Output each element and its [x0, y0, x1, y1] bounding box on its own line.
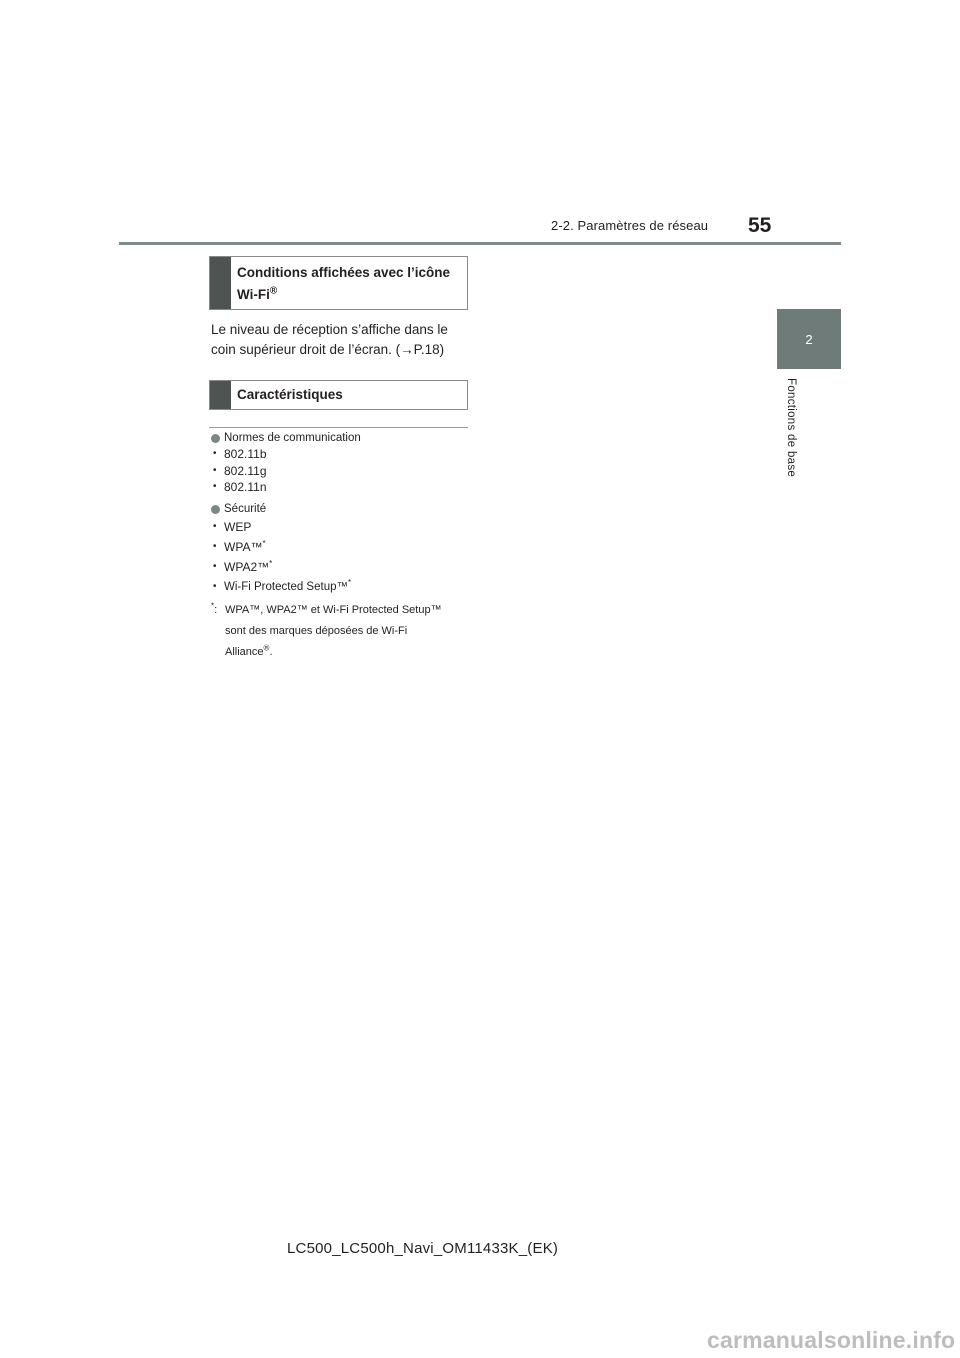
- list-item-text: Wi-Fi Protected Setup™: [224, 581, 348, 593]
- footnote-star: *: [211, 601, 215, 611]
- section-title: 2-2. Paramètres de réseau: [551, 218, 709, 233]
- list-item: [213, 538, 351, 558]
- heading-bar: [210, 381, 231, 409]
- list-item: • 802.11n: [213, 479, 267, 496]
- page-number: 55: [748, 214, 772, 237]
- bullet-circle-icon: [211, 505, 220, 514]
- footnote-star: *: [262, 539, 266, 548]
- section-divider: [209, 427, 468, 428]
- list-item-text: WPA™: [224, 540, 263, 554]
- group-security: [211, 503, 266, 515]
- list-item-text: WPA2™: [224, 560, 270, 574]
- trademark-footnote: [211, 600, 473, 663]
- footnote-marker: [211, 600, 217, 621]
- footnote-star: *: [347, 578, 352, 588]
- heading-characteristics: [209, 380, 468, 410]
- heading-text: [237, 262, 450, 306]
- chapter-label: Fonctions de base: [785, 378, 797, 478]
- list-item: [213, 578, 351, 598]
- list-item: • 802.11b: [213, 446, 267, 463]
- heading-line-2: [237, 284, 450, 306]
- header-divider: [119, 242, 841, 245]
- document-id: LC500_LC500h_Navi_OM11433K_(EK): [287, 1240, 559, 1257]
- footnote-line-2: sont des marques déposées de Wi-Fi: [225, 625, 408, 637]
- chapter-tab[interactable]: [777, 309, 841, 369]
- heading-line-2-text: Wi-Fi: [237, 287, 270, 302]
- registered-mark: ®: [263, 643, 270, 653]
- footnote-body: [211, 600, 473, 663]
- heading-bar: [210, 257, 231, 309]
- security-list: [213, 518, 351, 598]
- footnote-star: *: [269, 559, 273, 568]
- footnote-period: .: [269, 646, 273, 658]
- registered-mark: ®: [269, 285, 278, 297]
- footnote-line-3-text: Alliance: [225, 646, 264, 658]
- group-title: Normes de communication: [224, 432, 361, 444]
- group-communication-standards: [211, 432, 361, 444]
- footnote-line-1: WPA™, WPA2™ et Wi-Fi Protected Setup™: [225, 604, 442, 616]
- list-item: • 802.11g: [213, 463, 267, 480]
- footnote-colon: :: [214, 604, 218, 616]
- chapter-number: 2: [805, 331, 813, 347]
- heading-text: Caractéristiques: [237, 387, 343, 402]
- heading-wifi-conditions: [209, 256, 468, 310]
- heading-line-1: Conditions affichées avec l’icône: [237, 265, 451, 280]
- list-item: [213, 558, 351, 578]
- standards-list: [213, 446, 267, 496]
- reception-paragraph: [211, 320, 481, 360]
- bullet-circle-icon: [211, 434, 220, 443]
- group-title: Sécurité: [224, 503, 267, 515]
- paragraph-line-1: Le niveau de réception s’affiche dans le: [211, 322, 448, 337]
- list-item: • WEP: [213, 518, 351, 538]
- watermark: carmanualsonline.info: [707, 1327, 956, 1353]
- footnote-line-3: [225, 642, 473, 663]
- paragraph-line-2: coin supérieur droit de l’écran. (→P.18): [211, 342, 445, 357]
